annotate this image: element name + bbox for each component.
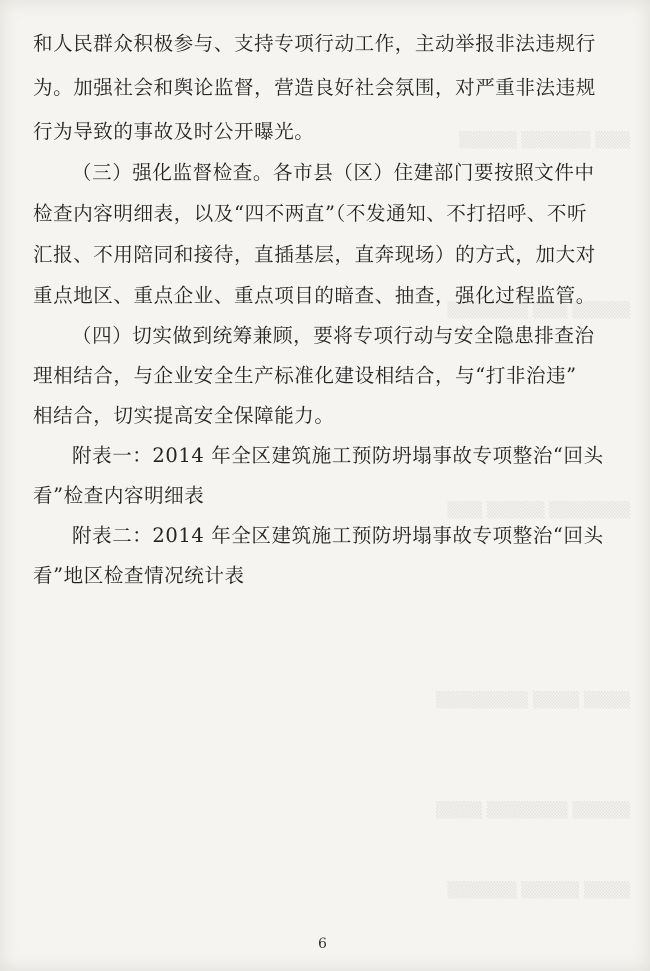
body-text-line: 汇报、不用陪同和接待，直插基层，直奔现场）的方式，加大对 xyxy=(33,243,596,266)
attachment-one-continuation: 看”检查内容明细表 xyxy=(33,484,205,507)
page-number: 6 xyxy=(318,936,327,952)
attachment-one-line: 附表一：2014 年全区建筑施工预防坍塌事故专项整治“回头 xyxy=(72,444,604,467)
section-four-heading-line: （四）切实做到统筹兼顾，要将专项行动与安全隐患排查治 xyxy=(72,324,595,347)
attachment-two-continuation: 看”地区检查情况统计表 xyxy=(33,564,245,587)
section-three-heading-line: （三）强化监督检查。各市县（区）住建部门要按照文件中 xyxy=(72,161,595,184)
body-text-line: 为。加强社会和舆论监督，营造良好社会氛围，对严重非法违规 xyxy=(33,76,596,99)
bleed-through-text: ▒▒▒▒▒▒ ▒▒▒▒▒ ▒▒▒▒ xyxy=(447,881,630,899)
bleed-through-text: ▒▒▒▒▒ ▒▒▒▒▒▒ ▒▒▒ xyxy=(458,131,630,149)
bleed-through-text: ▒▒▒▒ ▒▒▒▒▒▒▒ ▒▒▒▒▒ xyxy=(435,801,630,819)
bleed-through-text: ▒▒▒ ▒▒▒▒▒ ▒▒▒▒▒▒▒ xyxy=(447,501,630,519)
bleed-through-text: ▒▒▒▒▒▒▒▒ ▒▒▒▒ ▒▒▒▒ xyxy=(435,691,630,709)
body-text-line: 重点地区、重点企业、重点项目的暗查、抽查，强化过程监管。 xyxy=(33,284,596,307)
body-text-line: 相结合，切实提高安全保障能力。 xyxy=(33,404,335,427)
body-text-line: 行为导致的事故及时公开曝光。 xyxy=(33,120,315,143)
body-text-line: 检查内容明细表，以及“四不两直”（不发通知、不打招呼、不听 xyxy=(33,202,588,225)
attachment-two-line: 附表二：2014 年全区建筑施工预防坍塌事故专项整治“回头 xyxy=(72,524,604,547)
bleed-through-text: ▒▒▒▒▒▒▒ ▒▒▒ ▒▒▒▒▒ xyxy=(447,301,630,319)
body-text-line: 和人民群众积极参与、支持专项行动工作，主动举报非法违规行 xyxy=(33,32,596,55)
body-text-line: 理相结合，与企业安全生产标准化建设相结合，与“打非治违” xyxy=(33,364,577,387)
